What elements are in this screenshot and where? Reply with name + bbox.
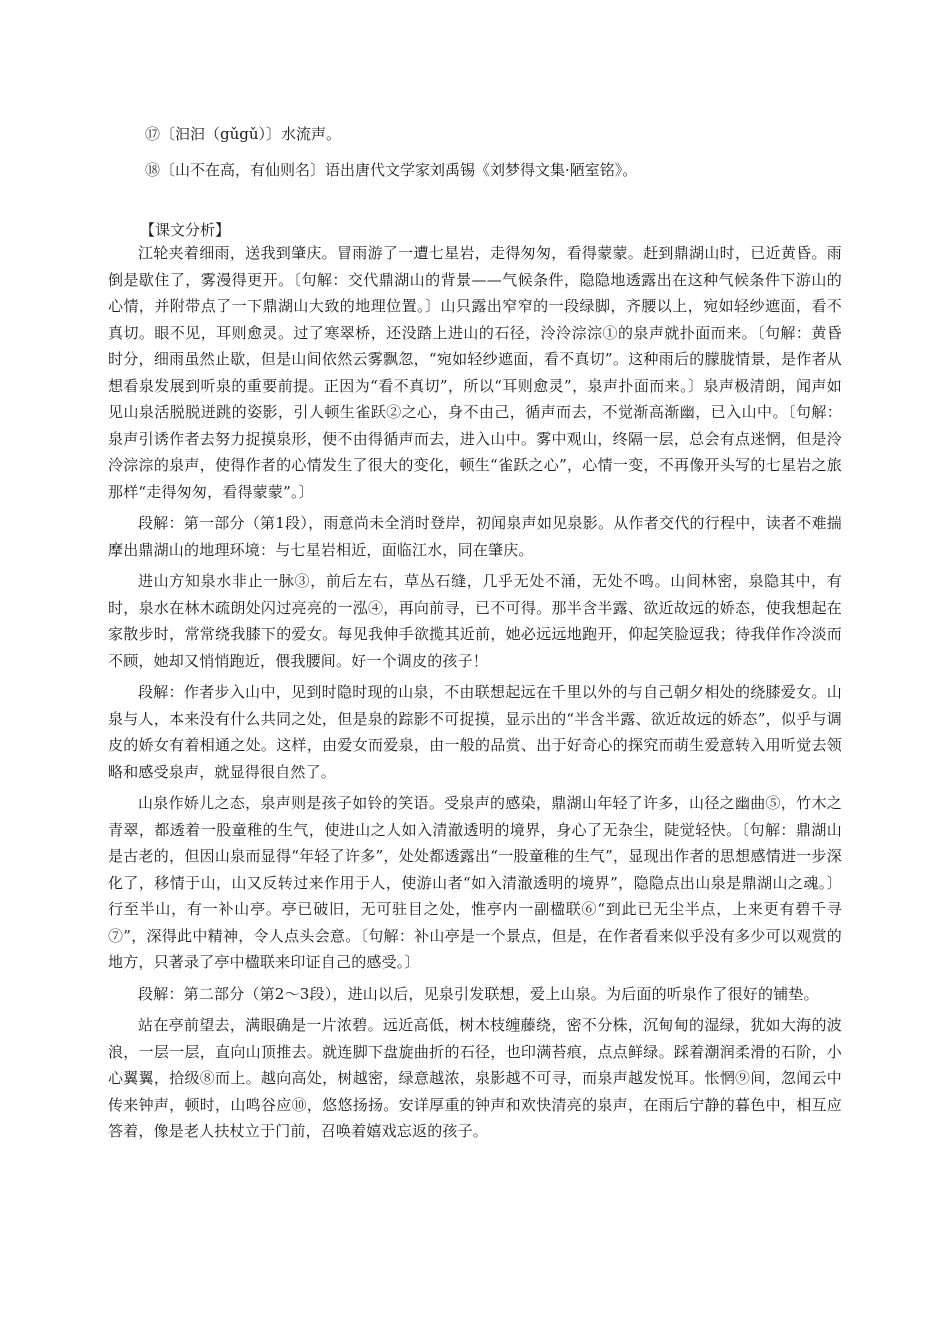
paragraph-7: 站在亭前望去，满眼确是一片浓碧。远近高低，树木枝缠藤绕，密不分株，沉甸甸的湿绿，犹如大海的波浪，一层一层，直向山顶推去。就连脚下盘旋曲折的石径，也印满苔痕，点点鲜绿。踩着潮润柔滑的石阶，小心翼翼，拾级⑧而上。越向高处，树越密，绿意越浓，泉影越不可寻，而泉声越发悦耳。怅惘⑨间，忽闻云中传来钟声，顿时，山鸣谷应⑩，悠悠扬扬。安详厚重的钟声和欢快清亮的泉声，在雨后宁静的暮色中，相互应答着，像是老人扶杖立于门前，召唤着嬉戏忘返的孩子。: [108, 1016, 842, 1140]
footnote-17: ⑰〔汩汩（gǔgǔ）〕水流声。: [145, 125, 342, 143]
paragraph-2: 段解：第一部分（第1段），雨意尚未全消时登岸，初闻泉声如见泉影。从作者交代的行程中，读者不难揣摩出鼎湖山的地理环境：与七星岩相近，面临江水，同在肇庆。: [108, 514, 842, 559]
footnote-18: ⑱〔山不在高，有仙则名〕语出唐代文学家刘禹锡《刘梦得文集·陋室铭》。: [145, 161, 638, 179]
paragraph-5: 山泉作娇儿之态，泉声则是孩子如铃的笑语。受泉声的感染，鼎湖山年轻了许多，山径之幽曲⑤，竹木之青翠，都透着一股童稚的生气，使进山之人如入清澈透明的境界，身心了无杂尘，陡觉轻快。〔句解：鼎湖山是古老的，但因山泉而显得“年轻了许多”，处处都透露出“一股童稚的生气”，显现出作者的思想感情进一步深化了，移情于山，山又反转过来作用于人，使游山者“如入清澈透明的境界”，隐隐点出山泉是鼎湖山之魂。〕行至半山，有一补山亭。亭已破旧，无可驻目之处，惟亭内一副楹联⑥“到此已无尘半点，上来更有碧千寻⑦”，深得此中精神，令人点头会意。〔句解：补山亭是一个景点，但是，在作者看来似乎没有多少可以观赏的地方，只著录了亭中楹联来印证自己的感受。〕: [108, 794, 842, 971]
paragraph-3: 进山方知泉水非止一脉③，前后左右，草丛石缝，几乎无处不涌，无处不鸣。山间林密，泉隐其中，有时，泉水在林木疏朗处闪过亮亮的一泓④，再向前寻，已不可得。那半含半露、欲近故远的娇态，使我想起在家散步时，常常绕我膝下的爱女。每见我伸手欲揽其近前，她必远远地跑开，仰起笑脸逗我；待我佯作冷淡而不顾，她却又悄悄跑近，偎我腰间。好一个调皮的孩子！: [108, 572, 842, 670]
footnotes: [145, 122, 845, 194]
paragraph-4: 段解：作者步入山中，见到时隐时现的山泉，不由联想起远在千里以外的与自己朝夕相处的绕膝爱女。山泉与人，本来没有什么共同之处，但是泉的踪影不可捉摸，显示出的“半含半露、欲近故远的娇态”，似乎与调皮的娇女有着相通之处。这样，由爱女而爱泉，由一般的品赏、出于好奇心的探究而萌生爱意转入用听觉去领略和感受泉声，就显得很自然了。: [108, 683, 842, 781]
paragraph-1: 江轮夹着细雨，送我到肇庆。冒雨游了一遭七星岩，走得匆匆，看得蒙蒙。赶到鼎湖山时，已近黄昏。雨倒是歇住了，雾漫得更开。〔句解：交代鼎湖山的背景——气候条件，隐隐地透露出在这种气候条件下游山的心情，并附带点了一下鼎湖山大致的地理位置。〕山只露出窄窄的一段绿脚，齐腰以上，宛如轻纱遮面，看不真切。眼不见，耳则愈灵。过了寒翠桥，还没踏上进山的石径，泠泠淙淙①的泉声就扑面而来。〔句解：黄昏时分，细雨虽然止歇，但是山间依然云雾飘忽，“宛如轻纱遮面，看不真切”。这种雨后的朦胧情景，是作者从想看泉发展到听泉的重要前提。正因为“看不真切”，所以“耳则愈灵”，泉声扑面而来。〕泉声极清朗，闻声如见山泉活脱脱迸跳的姿影，引人顿生雀跃②之心，身不由己，循声而去，不觉渐高渐幽，已入山中。〔句解：泉声引诱作者去努力捉摸泉形，便不由得循声而去，进入山中。雾中观山，终隔一层，总会有点迷惘，但是泠泠淙淙的泉声，使得作者的心情发生了很大的变化，顿生“雀跃之心”，心情一变，不再像开头写的七星岩之旅那样“走得匆匆，看得蒙蒙”。〕: [108, 244, 842, 501]
text-analysis-body: [108, 240, 842, 1150]
section-title: 【课文分析】: [140, 221, 231, 239]
paragraph-6: 段解：第二部分（第2～3段），进山以后，见泉引发联想，爱上山泉。为后面的听泉作了很好的铺垫。: [138, 984, 819, 1003]
